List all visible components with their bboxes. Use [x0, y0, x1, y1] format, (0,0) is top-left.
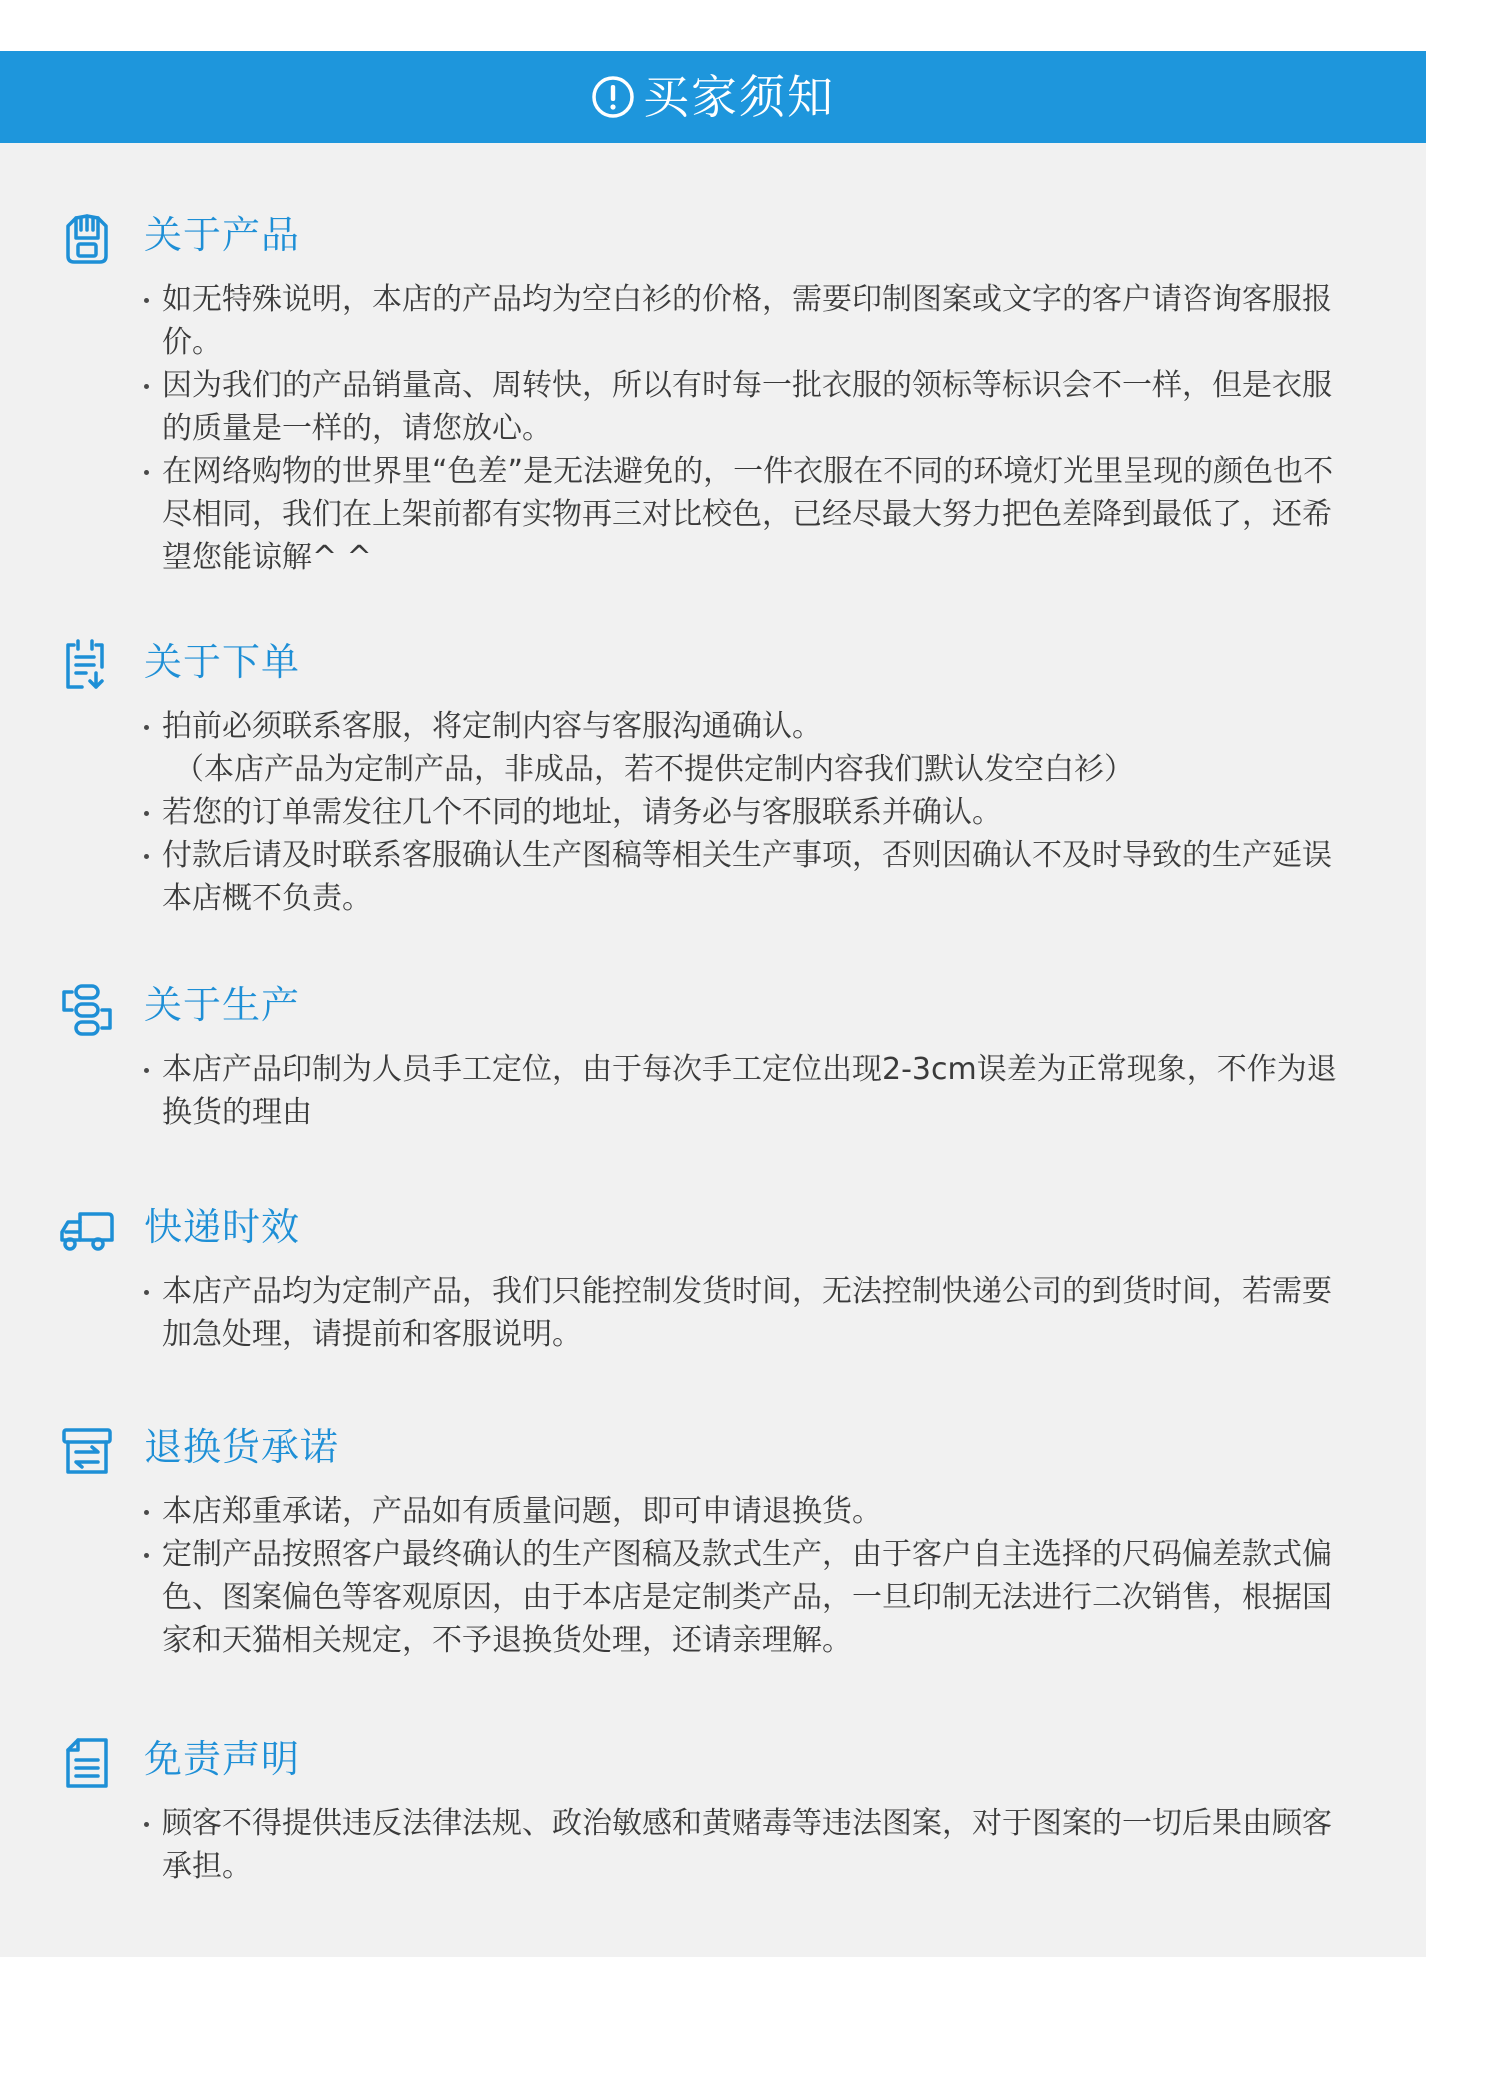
section-title: 关于下单	[144, 640, 301, 684]
return-exchange-box-icon	[56, 1420, 118, 1482]
delivery-truck-icon	[56, 1200, 118, 1262]
production-flow-icon	[56, 978, 118, 1040]
notice-panel	[0, 51, 1426, 1957]
section-header	[56, 976, 301, 1042]
disclaimer-document-icon	[56, 1732, 118, 1794]
exclamation-circle-icon	[591, 75, 635, 119]
list-item: 拍前必须联系客服，将定制内容与客服沟通确认。	[138, 705, 1338, 748]
list-item: 在网络购物的世界里“色差”是无法避免的，一件衣服在不同的环境灯光里呈现的颜色也不尽相同，我们在上架前都有实物再三对比校色，已经尽最大努力把色差降到最低了，还希望您能谅解^ ^	[138, 450, 1338, 579]
section-header	[56, 206, 301, 272]
order-note: （本店产品为定制产品，非成品，若不提供定制内容我们默认发空白衫）	[174, 752, 1134, 787]
list-item: 本店郑重承诺，产品如有质量问题，即可申请退换货。	[138, 1490, 1338, 1533]
list-item: 因为我们的产品销量高、周转快，所以有时每一批衣服的领标等标识会不一样，但是衣服的质量是一样的，请您放心。	[138, 364, 1338, 450]
header-banner	[0, 51, 1426, 143]
section-items	[138, 1802, 1338, 1888]
list-item: 付款后请及时联系客服确认生产图稿等相关生产事项，否则因确认不及时导致的生产延误本店概不负责。	[138, 834, 1338, 920]
list-item: 定制产品按照客户最终确认的生产图稿及款式生产，由于客户自主选择的尺码偏差款式偏色、图案偏色等客观原因，由于本店是定制类产品，一旦印制无法进行二次销售，根据国家和天猫相关规定，不予退换货处理，还请亲理解。	[138, 1533, 1338, 1662]
list-item: 如无特殊说明，本店的产品均为空白衫的价格，需要印制图案或文字的客户请咨询客服报价。	[138, 278, 1338, 364]
section-header	[56, 1198, 301, 1264]
section-items	[138, 278, 1338, 579]
section-items	[138, 1048, 1338, 1134]
order-document-icon	[56, 635, 118, 697]
section-title: 退换货承诺	[144, 1425, 340, 1469]
list-item: 若您的订单需发往几个不同的地址，请务必与客服联系并确认。	[138, 791, 1338, 834]
section-header	[56, 1418, 340, 1484]
list-item: 本店产品印制为人员手工定位，由于每次手工定位出现2-3cm误差为正常现象，不作为退换货的理由	[138, 1048, 1338, 1134]
section-header	[56, 633, 301, 699]
section-items	[138, 705, 1338, 920]
section-title: 免责声明	[144, 1737, 301, 1781]
section-title: 关于生产	[144, 983, 301, 1027]
page-title: 买家须知	[643, 70, 835, 124]
section-items	[138, 1270, 1338, 1356]
section-title: 关于产品	[144, 213, 301, 257]
section-items	[138, 1490, 1338, 1662]
list-item: 顾客不得提供违反法律法规、政治敏感和黄赌毒等违法图案，对于图案的一切后果由顾客承担。	[138, 1802, 1338, 1888]
section-header	[56, 1730, 301, 1796]
section-title: 快递时效	[144, 1205, 301, 1249]
list-item: 本店产品均为定制产品，我们只能控制发货时间，无法控制快递公司的到货时间，若需要加急处理，请提前和客服说明。	[138, 1270, 1338, 1356]
clothing-icon	[56, 208, 118, 270]
